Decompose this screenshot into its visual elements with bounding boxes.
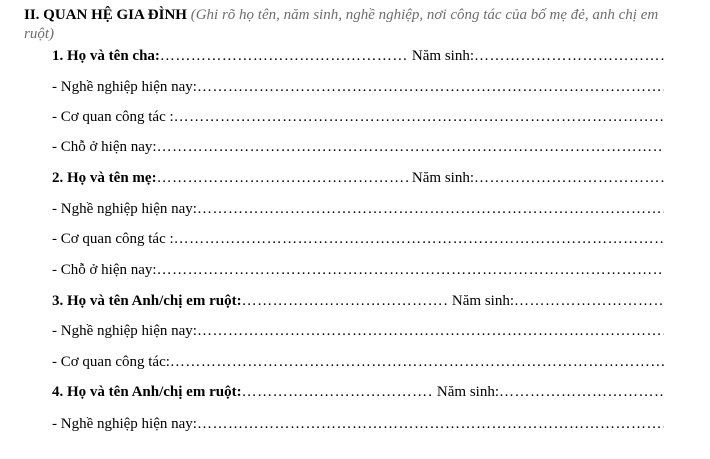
sibling1-workplace-row <box>52 353 664 372</box>
section-note: (Ghi rõ họ tên, năm sinh, nghề nghiệp, nơi công tác của bố mẹ đẻ, anh chị em ruột) <box>24 7 659 42</box>
sibling2-birth-year-field[interactable] <box>499 383 664 402</box>
father-residence-label: - Chỗ ở hiện nay: <box>52 139 157 155</box>
sibling1-name-field[interactable] <box>242 292 448 311</box>
father-name-field[interactable] <box>160 47 408 66</box>
sibling1-birth-year-label: Năm sinh: <box>451 293 514 309</box>
sibling2-occupation-row <box>52 415 664 434</box>
father-name-row <box>52 47 664 66</box>
father-occupation-field[interactable] <box>197 78 664 97</box>
sibling2-name-label: 4. Họ và tên Anh/chị em ruột: <box>52 384 242 400</box>
sibling1-occupation-row <box>52 322 664 341</box>
sibling1-workplace-label: - Cơ quan công tác: <box>52 354 170 370</box>
mother-birth-year-label: Năm sinh: <box>411 170 474 186</box>
sibling2-occupation-label: - Nghề nghiệp hiện nay: <box>52 416 197 432</box>
section-title: II. QUAN HỆ GIA ĐÌNH <box>24 7 187 23</box>
sibling2-birth-year-label: Năm sinh: <box>436 384 499 400</box>
father-residence-field[interactable] <box>157 138 664 157</box>
sibling1-occupation-label: - Nghề nghiệp hiện nay: <box>52 323 197 339</box>
father-residence-row <box>52 138 664 157</box>
sibling1-occupation-field[interactable] <box>197 322 664 341</box>
mother-residence-label: - Chỗ ở hiện nay: <box>52 262 157 278</box>
father-birth-year-field[interactable] <box>474 47 664 66</box>
father-workplace-row <box>52 108 664 127</box>
mother-occupation-row <box>52 200 664 219</box>
mother-name-field[interactable] <box>157 169 408 188</box>
mother-workplace-row <box>52 230 664 249</box>
mother-residence-field[interactable] <box>157 261 664 280</box>
mother-occupation-label: - Nghề nghiệp hiện nay: <box>52 201 197 217</box>
father-workplace-label: - Cơ quan công tác : <box>52 109 174 125</box>
sibling1-birth-year-field[interactable] <box>514 292 664 311</box>
sibling2-name-field[interactable] <box>242 383 433 402</box>
father-occupation-label: - Nghề nghiệp hiện nay: <box>52 79 197 95</box>
mother-occupation-field[interactable] <box>197 200 664 219</box>
father-name-label: 1. Họ và tên cha: <box>52 48 160 64</box>
mother-workplace-label: - Cơ quan công tác : <box>52 231 174 247</box>
father-birth-year-label: Năm sinh: <box>411 48 474 64</box>
sibling1-workplace-field[interactable] <box>170 353 664 372</box>
sibling1-name-label: 3. Họ và tên Anh/chị em ruột: <box>52 293 242 309</box>
father-workplace-field[interactable] <box>174 108 664 127</box>
mother-workplace-field[interactable] <box>174 230 664 249</box>
mother-residence-row <box>52 261 664 280</box>
sibling2-name-row <box>52 383 664 402</box>
father-occupation-row <box>52 78 664 97</box>
mother-name-label: 2. Họ và tên mẹ: <box>52 170 157 186</box>
mother-name-row <box>52 169 664 188</box>
sibling1-name-row <box>52 292 664 311</box>
mother-birth-year-field[interactable] <box>474 169 664 188</box>
section-heading <box>24 6 684 44</box>
sibling2-occupation-field[interactable] <box>197 415 664 434</box>
